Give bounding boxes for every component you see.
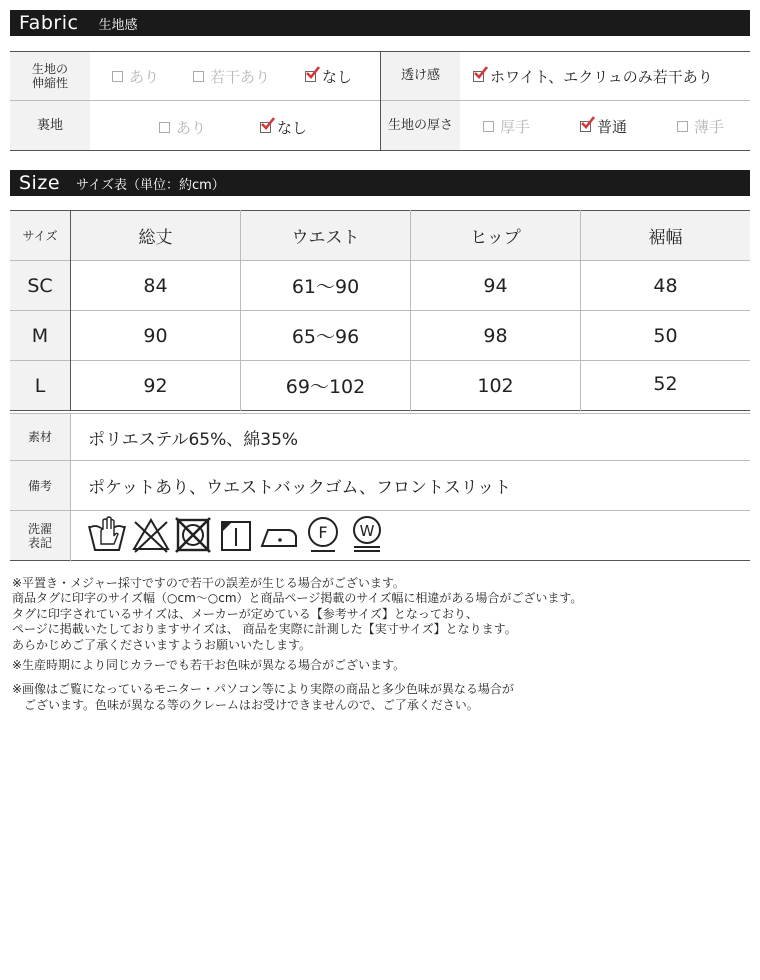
size-header-waist: ウエスト [291, 228, 360, 248]
size-cell: L [34, 374, 46, 397]
thickness-option-futsu: 普通 [580, 116, 627, 137]
checkbox-checked-icon [260, 122, 271, 133]
lining-option-nashi: なし [260, 117, 307, 138]
thickness-option-atsude: 厚手 [483, 116, 530, 137]
thickness-option-usude: 薄手 [677, 116, 724, 137]
size-section-header [10, 170, 750, 196]
waist-cell: 65〜96 [291, 326, 360, 348]
svg-text:W: W [359, 522, 375, 540]
line-dry-shade-icon [218, 514, 254, 554]
size-cell: M [31, 324, 49, 347]
svg-text:F: F [318, 523, 328, 542]
lining-option-ari: あり [159, 117, 206, 138]
stretch-label: 生地の 伸縮性 [31, 62, 68, 90]
checkbox-checked-icon [305, 71, 316, 82]
no-tumble-dry-icon [173, 514, 213, 554]
checkbox-icon [159, 122, 170, 133]
material-label: 素材 [27, 430, 52, 444]
waist-cell: 61〜90 [291, 276, 360, 298]
note-measurement: ※平置き・メジャー採寸ですので若干の誤差が生じる場合がございます。 [12, 576, 405, 590]
wet-clean-w-icon [349, 514, 385, 554]
length-cell: 90 [143, 324, 168, 347]
hem-cell: 50 [653, 324, 678, 347]
remarks-label: 備考 [27, 478, 52, 493]
checkbox-checked-icon [473, 71, 484, 82]
checkbox-icon [483, 121, 494, 132]
checkbox-icon [193, 71, 204, 82]
hip-cell: 98 [483, 324, 508, 347]
stretch-option-jakkan: 若干あり [193, 66, 270, 87]
dry-clean-f-icon [304, 514, 342, 554]
stretch-option-ari: あり [112, 66, 159, 87]
hem-cell: 48 [653, 274, 678, 297]
fabric-subtitle: 生地感 [98, 17, 138, 33]
length-cell: 84 [143, 274, 168, 297]
sheer-option: ホワイト、エクリュのみ若干あり [473, 66, 713, 87]
hip-cell: 102 [477, 374, 514, 397]
lining-label: 裏地 [36, 117, 63, 133]
material-value: ポリエステル65%、綿35% [88, 429, 299, 450]
thickness-label: 生地の厚さ [387, 117, 453, 133]
care-label: 洗濯 表記 [27, 521, 52, 550]
note-size-tag: 商品タグに印字のサイズ幅（○cm〜○cm）と商品ページ掲載のサイズ幅に相違がある場合がございます。 タグに印字されているサイズは、メーカーが定めている【参考サイズ】となっており、 ページに掲載いたしておりますサイズは、 商品を実際に計測した【実寸サイズ】となります。 あらかじめご了承くださいますようお願いいたします。 [12, 591, 583, 652]
hip-cell: 94 [483, 274, 508, 297]
stretch-option-nashi: なし [305, 66, 352, 87]
note-monitor: ※画像はご覧になっているモニター・パソコン等により実際の商品と多少色味が異なる場合が ございます。色味が異なる等のクレームはお受けできませんので、ご了承ください。 [12, 682, 514, 712]
no-bleach-icon [131, 514, 171, 554]
waist-cell: 69〜102 [285, 376, 366, 398]
hand-wash-icon [86, 514, 128, 554]
checkbox-checked-icon [580, 121, 591, 132]
hem-cell: 52 [653, 372, 678, 395]
size-header-size: サイズ [22, 229, 58, 243]
length-cell: 92 [143, 374, 168, 397]
low-iron-icon [258, 514, 300, 554]
checkbox-icon [112, 71, 123, 82]
fabric-section-header [10, 10, 750, 36]
fabric-title: Fabric [19, 12, 79, 34]
note-color-lot: ※生産時期により同じカラーでも若干お色味が異なる場合がございます。 [12, 658, 406, 672]
remarks-value: ポケットあり、ウエストバックゴム、フロントスリット [88, 478, 512, 498]
size-header-length: 総丈 [138, 228, 173, 248]
size-subtitle: サイズ表（単位：約cm） [76, 177, 225, 193]
size-header-hem: 裾幅 [648, 228, 683, 248]
sheer-label: 透け感 [400, 68, 440, 83]
checkbox-icon [677, 121, 688, 132]
size-cell: SC [27, 274, 53, 297]
size-title: Size [19, 172, 61, 194]
size-header-hip: ヒップ [470, 228, 521, 248]
